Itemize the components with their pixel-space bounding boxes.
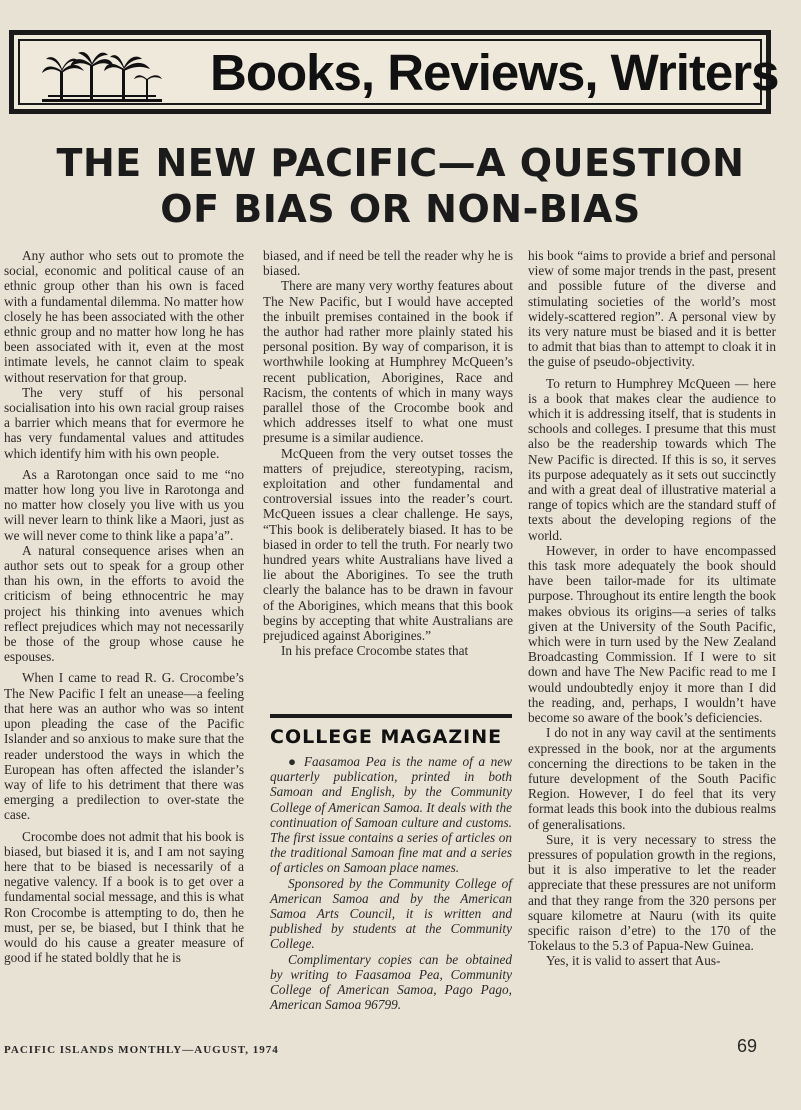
paragraph: There are many very worthy features about The New Pacific, but I would have accepted the inbuilt premises contained in the book if the author had rather more plainly stated his personal position. By way of comparison, it is worthwhile looking at Humphrey McQueen’s recent publication, Aborigines, Race and Racism, the contents of which in many ways parallel those of the Crocombe book and which addresses itself to what one must presume is a similar audience. xyxy=(263,278,513,446)
paragraph: Sure, it is very necessary to stress the pressures of population growth in the regions, but it is also imperative to let the reader appreciate that these pressures are not uniform and that they range from the 320 persons per square kilometre at Nauru (with its quite specific raison d’etre) to the 170 of the Tokelaus to the 5.3 of Papua-New Guinea. xyxy=(528,831,776,954)
paragraph: I do not in any way cavil at the sentiments expressed in the book, nor at the arguments concerning the directions to be taken in the future development of the South Pacific Region. However, I do feel that its very format leads this book into the dubious realms of generalisations. xyxy=(528,725,776,832)
sidebar-paragraph: Complimentary copies can be obtained by writing to Faasamoa Pea, Community College of American Samoa, Pago Pago, American Samoa 96799. xyxy=(270,951,512,1013)
paragraph: his book “aims to provide a brief and personal view of some major trends in the past, present and possible future of the diverse and stimulating societies of the world’s most widely-scattered region”. A personal view by its very nature must be biased and it is better to admit that bias than to attempt to cloak it in the guise of pseudo-objectivity. xyxy=(528,248,776,370)
palm-trees-icon xyxy=(42,51,162,107)
paragraph: In his preface Crocombe states that xyxy=(281,643,469,659)
section-banner xyxy=(9,30,779,114)
article-headline xyxy=(0,140,801,232)
college-magazine-sidebar xyxy=(270,714,512,1012)
paragraph: McQueen from the very outset tosses the matters of prejudice, stereotyping, racism, exploitation and other fundamental and controversial issues into the reader’s court. McQueen issues a clear challenge. He says, “This book is deliberately biased. It has to be biased in order to tell the truth. For nearly two hundred years white Australians have lived a lie about the Aborigines. To see the truth clearly the balance has to be drawn in favour of the Aborigines, which means that this book begins by accepting that white Australians are prejudiced against Aborigines.” xyxy=(263,445,513,644)
article-column-3 xyxy=(528,248,776,969)
sidebar-title: COLLEGE MAGAZINE xyxy=(270,726,503,748)
paragraph: A natural consequence arises when an author sets out to speak for a group other than his own, in the efforts to avoid the criticism of being ethnocentric he may project his thinking into avenues which reflect prejudices which may not necessarily be those of the group whose cause he espouses. xyxy=(4,542,244,665)
headline-line-2: OF BIAS OR NON-BIAS xyxy=(160,187,641,231)
paragraph: To return to Humphrey McQueen — here is a book that makes clear the audience to which it is addressing itself, that is students in schools and colleges. I presume that this must also be the readership towards which The New Pacific is directed. If this is so, it serves its purpose adequately as it sets out succinctly and with a great deal of illustrative material a range of topics which are the standard stuff of texts about the developing regions of the world. xyxy=(528,375,776,543)
paragraph: biased, and if need be tell the reader why he is biased. xyxy=(263,248,513,279)
paragraph: Yes, it is valid to assert that Aus- xyxy=(546,953,721,969)
sidebar-rule xyxy=(270,714,512,718)
paragraph: The very stuff of his personal socialisation into his own racial group raises a barrier which means that for evermore he has very fundamental values and attitudes which identify him with his own people. xyxy=(4,384,244,461)
paragraph: As a Rarotongan once said to me “no matter how long you live in Rarotonga and no matter how closely you live with us you will never learn to think like a Maori, just as we will never come to think like a papa’a”. xyxy=(4,466,244,543)
paragraph: Any author who sets out to promote the social, economic and political cause of an ethnic group other than his own is faced with a fundamental dilemma. No matter how closely he has been associated with the other ethnic group and no matter how long he has been associated with it, even at the most intimate levels, he cannot claim to speak without reservation for that group. xyxy=(4,248,244,385)
headline-line-1: THE NEW PACIFIC—A QUESTION xyxy=(56,141,745,185)
sidebar-paragraph: Sponsored by the Community College of American Samoa and by the American Samoa Arts Council, it is written and published by students at the Community College. xyxy=(270,875,512,952)
banner-inner-border xyxy=(18,39,779,105)
sidebar-paragraph: ● Faasamoa Pea is the name of a new quarterly publication, printed in both Samoan and English, by the Community College of American Samoa. It deals with the continuation of Samoan culture and customs. The first issue contains a series of articles on the traditional Samoan fine mat and a series of articles on Samoan place names. xyxy=(270,754,512,876)
banner-title: Books, Reviews, Writers xyxy=(210,44,779,101)
paragraph: When I came to read R. G. Crocombe’s The New Pacific I felt an unease—a feeling that here was an author who was so intent upon pleading the case of the Pacific Islander and so anxious to make sure that the reader understood the ways in which the European has often affected the islander’s way of life to his detriment that there was emerging a predilection to over-state the case. xyxy=(4,670,244,823)
article-column-2 xyxy=(263,248,513,658)
article-column-1 xyxy=(4,248,244,965)
paragraph: Crocombe does not admit that his book is biased, but biased it is, and I am not saying here that to be biased is necessarily of a negative valency. If a book is to get over a fundamental social message, and this is what Ron Crocombe is attempting to do, then he must, per se, be biased, but I think that he would do his cause a greater measure of good if he stated boldly that he is xyxy=(4,828,244,966)
paragraph: However, in order to have encompassed this task more adequately the book should have been tailor-made for its ultimate purpose. Throughout its entire length the book makes obvious its origins—a series of talks given at the University of the South Pacific, which were in turn used by the New Zealand Broadcasting Commission. If I were to sit down and have The New Pacific read to me I would undoubtedly enjoy it more than I did the reading, and, perhaps, I wouldn’t have become so aware of the book’s deficiencies. xyxy=(528,542,776,726)
page-number: 69 xyxy=(736,1036,757,1056)
publication-footer: PACIFIC ISLANDS MONTHLY—AUGUST, 1974 xyxy=(4,1044,279,1056)
